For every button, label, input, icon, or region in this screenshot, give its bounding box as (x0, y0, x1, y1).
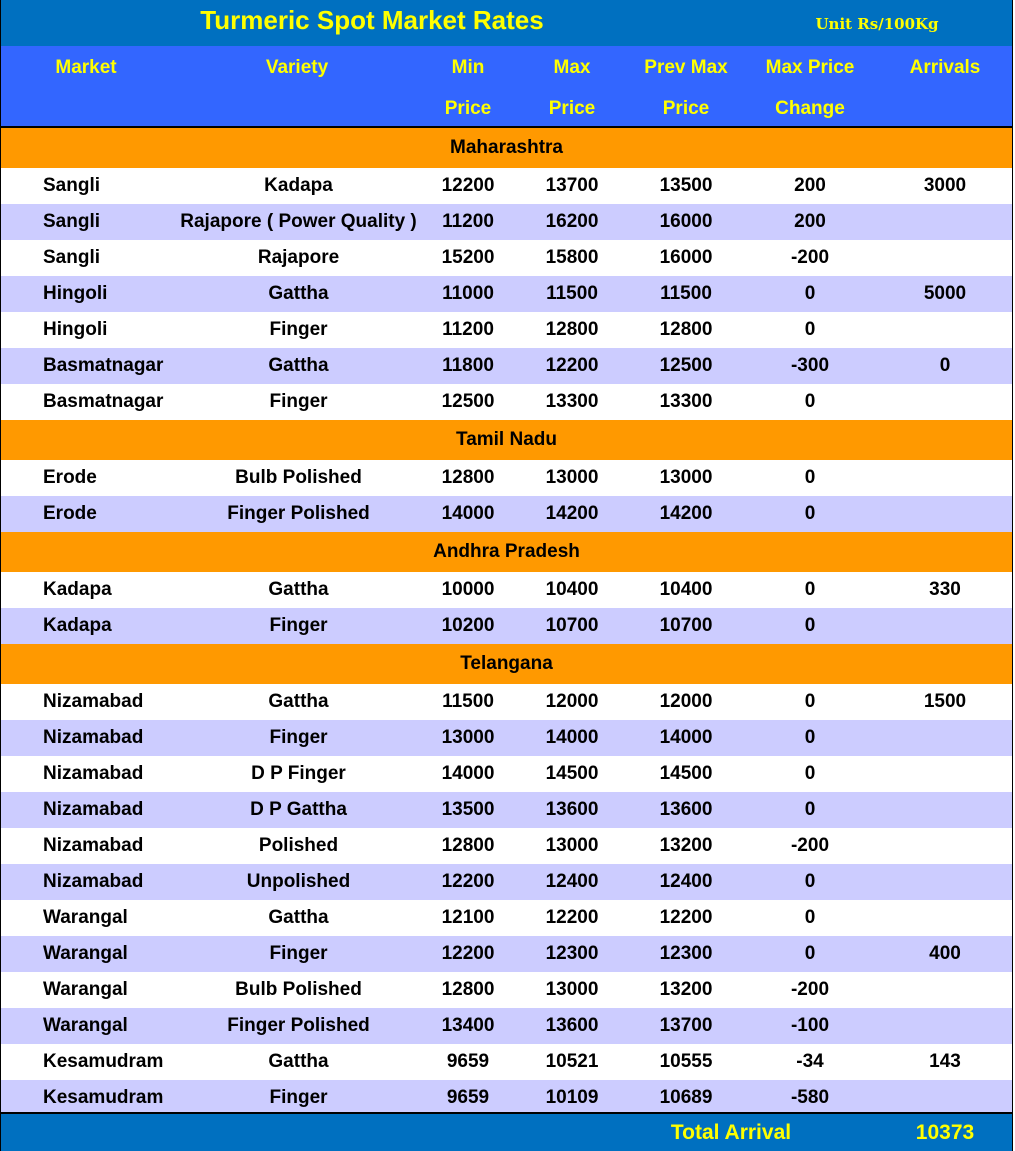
table-row (1, 384, 1012, 420)
cell-min-price: 14000 (441, 763, 495, 784)
cell-arrivals (879, 240, 1011, 276)
cell-price-change: 0 (804, 319, 816, 340)
cell-variety: Bulb Polished (235, 467, 362, 488)
cell-min-price: 12200 (441, 175, 495, 196)
cell-max-price: 10109 (545, 1087, 599, 1108)
cell-variety: Gattha (268, 283, 329, 304)
cell-prev-max-price: 12000 (659, 691, 713, 712)
cell-min-price: 12800 (441, 467, 495, 488)
cell-max-price: 12800 (545, 319, 599, 340)
cell-prev-max-price: 12400 (659, 871, 713, 892)
cell-arrivals (879, 756, 1011, 792)
cell-prev-max-price: 10400 (659, 579, 713, 600)
table-row (1, 900, 1012, 936)
table-row (1, 720, 1012, 756)
cell-variety: Finger (269, 727, 328, 748)
cell-max-price: 13700 (545, 175, 599, 196)
cell-prev-max-price: 13300 (659, 391, 713, 412)
cell-variety: Gattha (268, 907, 329, 928)
header-prev-max-2: Price (662, 98, 710, 119)
cell-price-change: -580 (790, 1087, 830, 1108)
cell-prev-max-price: 10689 (659, 1087, 713, 1108)
cell-variety: Finger (269, 391, 328, 412)
unit-label: Unit Rs/100Kg (815, 15, 939, 33)
cell-arrivals (879, 792, 1011, 828)
header-variety: Variety (265, 57, 329, 78)
cell-prev-max-price: 13700 (659, 1015, 713, 1036)
page-title: Turmeric Spot Market Rates (200, 5, 544, 35)
table-row (1, 1008, 1012, 1044)
cell-market: Warangal (43, 907, 128, 928)
table-row (1, 276, 1012, 312)
cell-arrivals (879, 496, 1011, 532)
cell-price-change: 200 (794, 175, 826, 196)
cell-price-change: 0 (804, 579, 816, 600)
cell-market: Hingoli (43, 283, 108, 304)
cell-price-change: 0 (804, 871, 816, 892)
cell-prev-max-price: 12800 (659, 319, 713, 340)
table-row (1, 828, 1012, 864)
cell-price-change: 0 (804, 799, 816, 820)
cell-variety: Finger (269, 943, 328, 964)
cell-min-price: 12200 (441, 871, 495, 892)
cell-price-change: -100 (790, 1015, 830, 1036)
cell-variety: Gattha (268, 1051, 329, 1072)
table-row (1, 1044, 1012, 1080)
header-price-change-2: Change (775, 98, 845, 119)
region-label: Maharashtra (450, 137, 563, 158)
cell-price-change: -300 (790, 355, 830, 376)
cell-market: Nizamabad (43, 799, 144, 820)
cell-arrivals: 143 (929, 1051, 961, 1072)
cell-arrivals: 0 (939, 355, 951, 376)
cell-variety: Polished (258, 835, 339, 856)
cell-min-price: 15200 (441, 247, 495, 268)
cell-market: Basmatnagar (43, 355, 164, 376)
cell-market: Sangli (43, 175, 101, 196)
cell-max-price: 12300 (545, 943, 599, 964)
cell-market: Erode (43, 503, 97, 524)
cell-max-price: 13000 (545, 835, 599, 856)
table-row (1, 1080, 1012, 1116)
cell-market: Kadapa (43, 615, 112, 636)
cell-min-price: 12800 (441, 835, 495, 856)
cell-prev-max-price: 13000 (659, 467, 713, 488)
table-row (1, 936, 1012, 972)
cell-max-price: 10521 (545, 1051, 599, 1072)
cell-max-price: 14500 (545, 763, 599, 784)
cell-min-price: 11500 (442, 691, 494, 712)
cell-min-price: 13500 (441, 799, 495, 820)
cell-market: Basmatnagar (43, 391, 164, 412)
cell-market: Warangal (43, 1015, 128, 1036)
cell-market: Warangal (43, 979, 128, 1000)
cell-variety: Bulb Polished (235, 979, 362, 1000)
total-arrival-bar (1, 1112, 1012, 1151)
cell-variety: Finger Polished (227, 503, 370, 524)
cell-market: Warangal (43, 943, 128, 964)
cell-price-change: 0 (804, 943, 816, 964)
cell-prev-max-price: 16000 (659, 211, 713, 232)
cell-prev-max-price: 13200 (659, 979, 713, 1000)
cell-market: Erode (43, 467, 97, 488)
cell-arrivals (879, 460, 1011, 496)
cell-variety: Rajapore (257, 247, 340, 268)
cell-min-price: 10000 (441, 579, 495, 600)
cell-arrivals (879, 864, 1011, 900)
cell-arrivals (879, 312, 1011, 348)
cell-price-change: -200 (790, 835, 830, 856)
cell-min-price: 12100 (441, 907, 495, 928)
cell-variety: Unpolished (246, 871, 351, 892)
header-max-price-1: Max (553, 57, 591, 78)
cell-arrivals: 400 (929, 943, 961, 964)
cell-min-price: 12800 (441, 979, 495, 1000)
cell-price-change: 0 (804, 503, 816, 524)
cell-min-price: 11800 (442, 355, 494, 376)
region-row (1, 532, 1012, 572)
table-row (1, 972, 1012, 1008)
title-bar (1, 0, 1012, 46)
table-row (1, 756, 1012, 792)
cell-variety: Gattha (268, 579, 329, 600)
cell-max-price: 10400 (545, 579, 599, 600)
cell-max-price: 13000 (545, 467, 599, 488)
cell-max-price: 12000 (545, 691, 599, 712)
table-row (1, 204, 1012, 240)
cell-min-price: 11200 (442, 319, 494, 340)
cell-prev-max-price: 10555 (659, 1051, 713, 1072)
cell-max-price: 16200 (545, 211, 599, 232)
cell-min-price: 9659 (446, 1051, 490, 1072)
cell-arrivals (879, 384, 1011, 420)
cell-market: Nizamabad (43, 871, 144, 892)
cell-max-price: 14200 (545, 503, 599, 524)
cell-min-price: 13400 (441, 1015, 495, 1036)
cell-market: Nizamabad (43, 835, 144, 856)
region-label: Andhra Pradesh (433, 541, 580, 562)
header-price-change-1: Max Price (765, 57, 855, 78)
cell-min-price: 9659 (446, 1087, 490, 1108)
cell-arrivals: 5000 (923, 283, 967, 304)
cell-max-price: 14000 (545, 727, 599, 748)
table-body (1, 128, 1012, 1116)
cell-arrivals (879, 1008, 1011, 1044)
cell-price-change: -34 (796, 1051, 824, 1072)
header-prev-max-1: Prev Max (644, 57, 728, 78)
cell-market: Kesamudram (43, 1051, 164, 1072)
cell-arrivals (879, 608, 1011, 644)
table-row (1, 864, 1012, 900)
cell-price-change: 200 (794, 211, 826, 232)
cell-max-price: 12200 (545, 355, 599, 376)
cell-market: Sangli (43, 211, 101, 232)
cell-prev-max-price: 12500 (659, 355, 713, 376)
cell-market: Kadapa (43, 579, 112, 600)
header-market: Market (55, 57, 117, 78)
cell-prev-max-price: 14500 (659, 763, 713, 784)
region-row (1, 128, 1012, 168)
cell-variety: Finger (269, 615, 328, 636)
cell-max-price: 13300 (545, 391, 599, 412)
cell-price-change: 0 (804, 691, 816, 712)
cell-price-change: -200 (790, 979, 830, 1000)
cell-price-change: 0 (804, 391, 816, 412)
cell-min-price: 12200 (441, 943, 495, 964)
cell-variety: Finger Polished (227, 1015, 370, 1036)
cell-price-change: 0 (804, 615, 816, 636)
cell-market: Nizamabad (43, 691, 144, 712)
table-row (1, 460, 1012, 496)
cell-max-price: 13000 (545, 979, 599, 1000)
cell-market: Kesamudram (43, 1087, 164, 1108)
table-row (1, 572, 1012, 608)
cell-prev-max-price: 12300 (659, 943, 713, 964)
cell-arrivals (879, 972, 1011, 1008)
cell-arrivals (879, 204, 1011, 240)
region-label: Tamil Nadu (456, 429, 557, 450)
cell-prev-max-price: 13200 (659, 835, 713, 856)
cell-price-change: 0 (804, 467, 816, 488)
table-row (1, 312, 1012, 348)
cell-arrivals (879, 900, 1011, 936)
cell-max-price: 10700 (545, 615, 599, 636)
cell-max-price: 11500 (546, 283, 598, 304)
cell-min-price: 14000 (441, 503, 495, 524)
table-header (1, 46, 1012, 128)
cell-variety: Kadapa (264, 175, 333, 196)
cell-variety: D P Finger (251, 763, 346, 784)
table-row (1, 608, 1012, 644)
header-max-price-2: Price (548, 98, 596, 119)
cell-max-price: 12200 (545, 907, 599, 928)
cell-prev-max-price: 14200 (659, 503, 713, 524)
cell-variety: Gattha (268, 691, 329, 712)
cell-market: Nizamabad (43, 763, 144, 784)
table-row (1, 348, 1012, 384)
cell-prev-max-price: 13500 (659, 175, 713, 196)
cell-min-price: 11200 (442, 211, 494, 232)
table-row (1, 496, 1012, 532)
cell-variety: Finger (269, 1087, 328, 1108)
cell-market: Hingoli (43, 319, 108, 340)
cell-price-change: 0 (804, 763, 816, 784)
total-arrival-label: Total Arrival (670, 1120, 792, 1144)
cell-max-price: 15800 (545, 247, 599, 268)
cell-price-change: 0 (804, 907, 816, 928)
cell-max-price: 12400 (545, 871, 599, 892)
table-row (1, 684, 1012, 720)
cell-prev-max-price: 16000 (659, 247, 713, 268)
cell-variety: D P Gattha (250, 799, 347, 820)
cell-arrivals (879, 1080, 1011, 1116)
cell-price-change: 0 (804, 283, 816, 304)
cell-arrivals: 3000 (923, 175, 967, 196)
cell-prev-max-price: 14000 (659, 727, 713, 748)
cell-variety: Finger (269, 319, 328, 340)
cell-prev-max-price: 12200 (659, 907, 713, 928)
region-row (1, 420, 1012, 460)
table-row (1, 792, 1012, 828)
header-min-price-1: Min (451, 57, 485, 78)
header-arrivals: Arrivals (909, 57, 981, 78)
table-row (1, 240, 1012, 276)
cell-price-change: 0 (804, 727, 816, 748)
header-min-price-2: Price (444, 98, 492, 119)
cell-min-price: 13000 (441, 727, 495, 748)
cell-min-price: 10200 (441, 615, 495, 636)
cell-arrivals: 330 (929, 579, 961, 600)
cell-arrivals: 1500 (923, 691, 967, 712)
cell-prev-max-price: 13600 (659, 799, 713, 820)
cell-price-change: -200 (790, 247, 830, 268)
cell-arrivals (879, 720, 1011, 756)
cell-prev-max-price: 11500 (660, 283, 712, 304)
cell-market: Nizamabad (43, 727, 144, 748)
cell-max-price: 13600 (545, 799, 599, 820)
region-row (1, 644, 1012, 684)
region-label: Telangana (460, 653, 553, 674)
cell-market: Sangli (43, 247, 101, 268)
cell-arrivals (879, 828, 1011, 864)
cell-variety: Rajapore ( Power Quality ) (180, 211, 417, 232)
cell-prev-max-price: 10700 (659, 615, 713, 636)
cell-max-price: 13600 (545, 1015, 599, 1036)
cell-min-price: 11000 (442, 283, 494, 304)
table-row (1, 168, 1012, 204)
total-arrival-value: 10373 (915, 1120, 975, 1144)
cell-variety: Gattha (268, 355, 329, 376)
cell-min-price: 12500 (441, 391, 495, 412)
